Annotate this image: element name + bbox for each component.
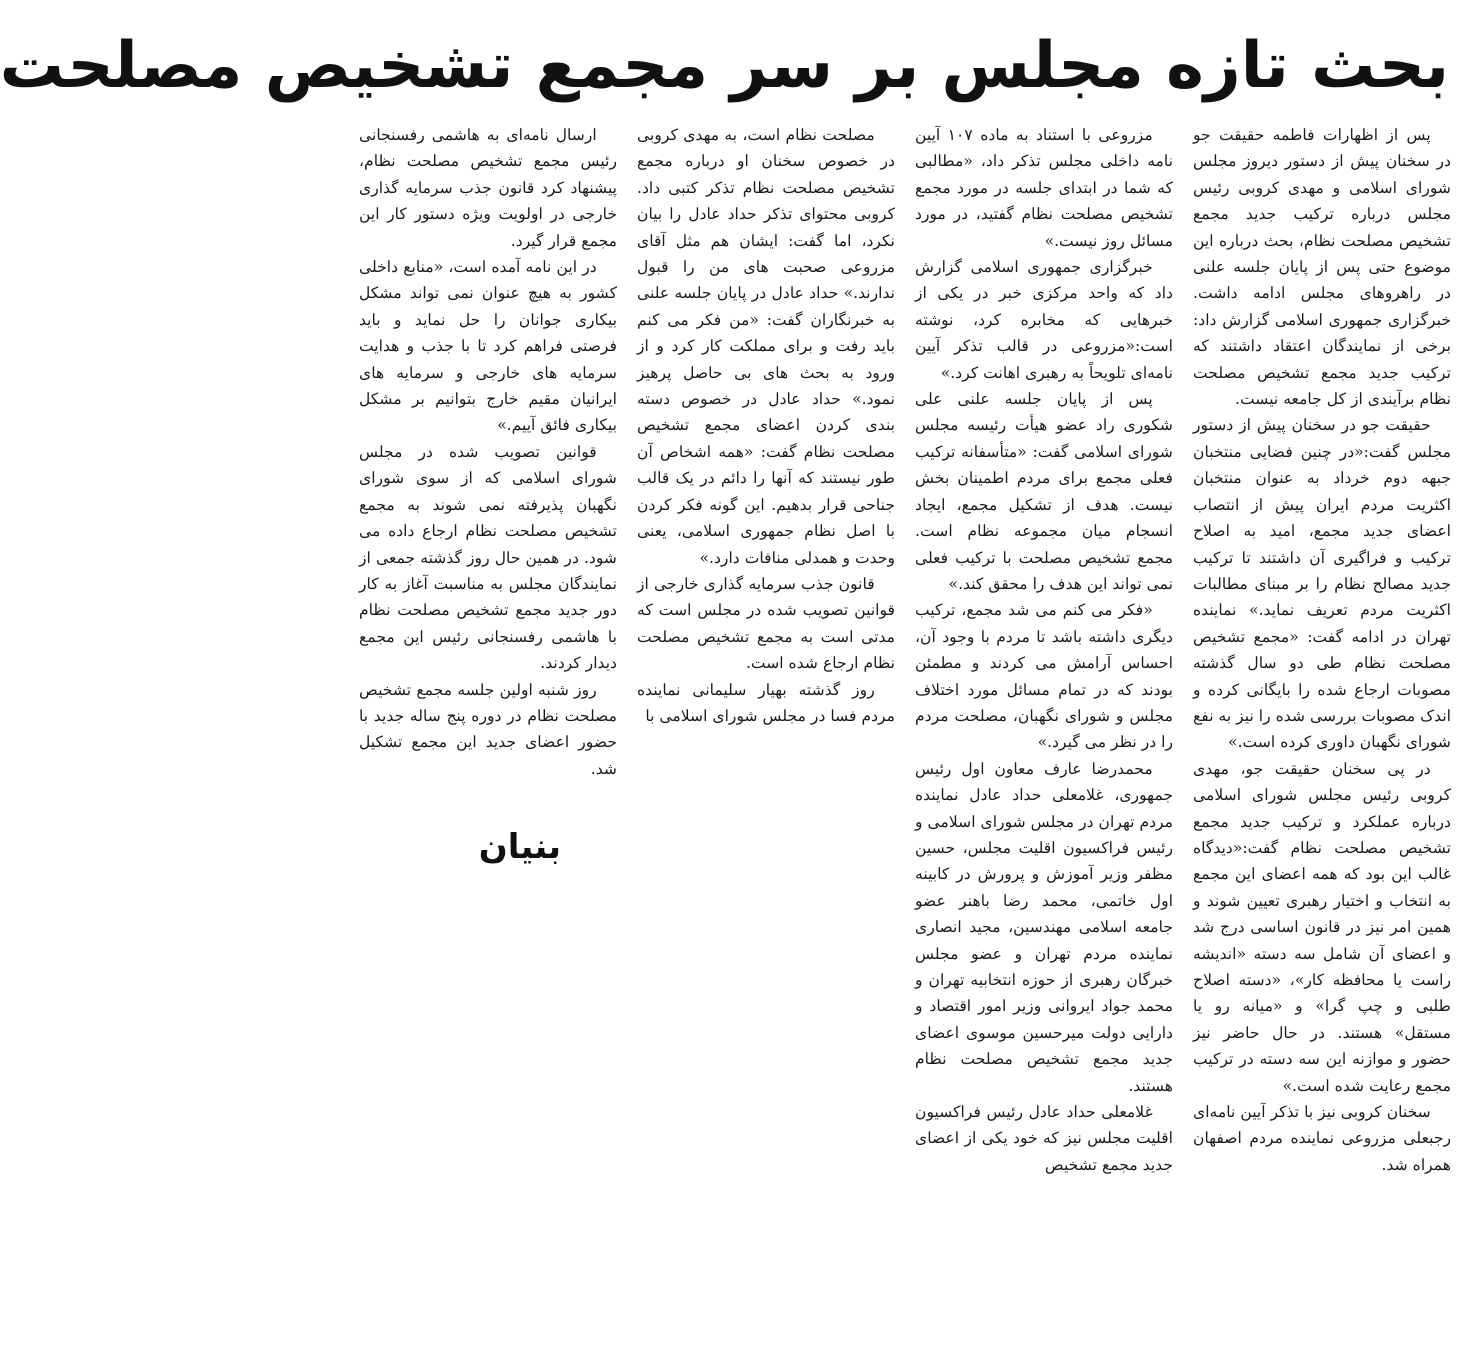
paragraph: در این نامه آمده است، «منابع داخلی کشور به هیچ عنوان نمی تواند مشکل بیکاری جوانان را حل نماید و باید فرصتی فراهم کرد تا با جذب و هدایت سرمایه های خارجی و سرمایه های ایرانیان مقیم خارج بتوانیم بر مشکل بیکاری فائق آییم.» bbox=[359, 258, 617, 435]
column-1 bbox=[1193, 122, 1451, 1362]
paragraph: خبرگزاری جمهوری اسلامی گزارش داد که واحد مرکزی خبر در یکی از خبرهایی که مخابره کرد، نوشته است:«مزروعی در قالب تذکر آیین نامه‌ای تلویحاً به رهبری اهانت کرد.» bbox=[915, 258, 1173, 382]
paragraph: «فکر می کنم می شد مجمع، ترکیب دیگری داشته باشد تا مردم با وجود آن، احساس آرامش می کردند و مطمئن بودند که در تمام مسائل مورد اختلاف مجلس و شورای نگهبان، مصلحت مردم را در نظر می گیرد.» bbox=[915, 601, 1173, 752]
paragraph: غلامعلی حداد عادل رئیس فراکسیون اقلیت مجلس نیز که خود یکی از اعضای جدید مجمع تشخیص bbox=[915, 1103, 1173, 1174]
column-3 bbox=[637, 122, 895, 1362]
column-4 bbox=[359, 122, 617, 1362]
paragraph: قانون جذب سرمایه گذاری خارجی از قوانین تصویب شده در مجلس است که مدتی است به مجمع تشخیص مصلحت نظام ارجاع شده است. bbox=[637, 574, 895, 673]
article-columns bbox=[359, 122, 1451, 1362]
paragraph: حقیقت جو در سخنان پیش از دستور مجلس گفت:«در چنین فضایی منتخبان جبهه دوم خرداد به عنوان منتخبان اکثریت مردم ایران پیش از انتصاب اعضای جدید مجمع، امید به اصلاح ترکیب و فراگیری آن داشتند تا ترکیب جدید مصالح نظام را بر مبنای مطالبات اکثریت مردم تعریف نماید.» نماینده تهران در ادامه گفت: «مجمع تشخیص مصلحت نظام طی دو سال گذشته مصوبات ارجاع شده را بایگانی کرده و اندک مصوبات بررسی شده را نیز به نفع شورای نگهبان داوری کرده است.» bbox=[1193, 416, 1451, 752]
author-signature: بنیان bbox=[478, 827, 561, 868]
paragraph: روز شنبه اولین جلسه مجمع تشخیص مصلحت نظام در دوره پنج ساله جدید با حضور اعضای جدید این مجمع تشکیل شد. bbox=[359, 680, 617, 778]
paragraph: قوانین تصویب شده در مجلس شورای اسلامی که از سوی شورای نگهبان پذیرفته نمی شوند به مجمع تشخیص مصلحت نظام ارجاع داده می شود. در همین حال روز گذشته جمعی از نمایندگان مجلس به مناسبت آغاز به کار دور جدید مجمع تشخیص مصلحت نظام با هاشمی رفسنجانی رئیس این مجمع دیدار کردند. bbox=[359, 442, 617, 673]
paragraph: مصلحت نظام است، به مهدی کروبی در خصوص سخنان او درباره مجمع تشخیص مصلحت نظام تذکر کتبی داد. کروبی محتوای تذکر حداد عادل را بیان نکرد، اما گفت: ایشان هم مثل آقای مزروعی صحبت های من را قبول ندارند.» حداد عادل در پایان جلسه علنی به خبرنگاران گفت: «من فکر می کنم باید رفت و برای مملکت کار کرد و از ورود به بحث های بی حاصل پرهیز نمود.» حداد عادل در خصوص دسته بندی کردن اعضای مجمع تشخیص مصلحت نظام گفت: «همه اشخاص آن طور نیستند که آنها را دائم در یک قالب جناحی قرار بدهیم. این گونه فکر کردن با اصل نظام جمهوری اسلامی، یعنی وحدت و همدلی منافات دارد.» bbox=[637, 126, 895, 567]
paragraph: در پی سخنان حقیقت جو، مهدی کروبی رئیس مجلس شورای اسلامی درباره عملکرد و ترکیب جدید مجمع تشخیص مصلحت نظام گفت:«دیدگاه غالب این بود که همه اعضای این مجمع به انتخاب و اختیار رهبری تعیین شوند و همین امر نیز در قانون اساسی درج شد و اعضای آن شامل سه دسته «اندیشه راست یا محافظه کار»، «دسته اصلاح طلبی و چپ گرا» و «میانه رو یا مستقل» هستند. در حال حاضر نیز حضور و موازنه این سه دسته در ترکیب مجمع رعایت شده است.» bbox=[1193, 759, 1451, 1095]
paragraph: محمدرضا عارف معاون اول رئیس جمهوری، غلامعلی حداد عادل نماینده مردم تهران در مجلس شورای اسلامی و رئیس فراکسیون اقلیت مجلس، حسین مظفر وزیر آموزش و پرورش در کابینه اول خاتمی، محمد رضا باهنر عضو جامعه اسلامی مهندسین، مجید انصاری نماینده مردم تهران و عضو مجلس خبرگان رهبری از حوزه انتخابیه تهران و محمد جواد ایروانی وزیر امور اقتصاد و دارایی دولت میرحسین موسوی اعضای جدید مجمع تشخیص مصلحت نظام هستند. bbox=[915, 759, 1173, 1095]
paragraph: مزروعی با استناد به ماده ۱۰۷ آیین نامه داخلی مجلس تذکر داد، «مطالبی که شما در ابتدای جلسه در مورد مجمع تشخیص مصلحت نظام گفتید، در مورد مسائل روز نیست.» bbox=[915, 126, 1173, 250]
headline: بحث تازه مجلس بر سر مجمع تشخیص مصلحت bbox=[0, 29, 1449, 103]
paragraph: ارسال نامه‌ای به هاشمی رفسنجانی رئیس مجمع تشخیص مصلحت نظام، پیشنهاد کرد قانون جذب سرمایه گذاری خارجی در اولویت ویژه دستور کار این مجمع قرار گیرد. bbox=[359, 126, 617, 250]
paragraph: پس از اظهارات فاطمه حقیقت جو در سخنان پیش از دستور دیروز مجلس شورای اسلامی و مهدی کروبی رئیس مجلس درباره ترکیب جدید مجمع تشخیص مصلحت نظام، بحث درباره این موضوع حتی پس از پایان جلسه علنی در راهروهای مجلس ادامه داشت. خبرگزاری جمهوری اسلامی گزارش داد: برخی از نمایندگان اعتقاد داشتند که ترکیب جدید مجمع تشخیص مصلحت نظام برآیندی از کل جامعه نیست. bbox=[1193, 126, 1451, 409]
paragraph: پس از پایان جلسه علنی علی شکوری راد عضو هیأت رئیسه مجلس شورای اسلامی گفت: «متأسفانه ترکیب فعلی مجمع برای مردم اطمینان بخش نیست. هدف از تشکیل مجمع، ایجاد انسجام میان مجموعه نظام است. مجمع تشخیص مصلحت با ترکیب فعلی نمی تواند این هدف را محقق کند.» bbox=[915, 390, 1173, 593]
paragraph: روز گذشته بهیار سلیمانی نماینده مردم فسا در مجلس شورای اسلامی با bbox=[637, 680, 895, 725]
column-2 bbox=[915, 122, 1173, 1362]
paragraph: سخنان کروبی نیز با تذکر آیین نامه‌ای رجبعلی مزروعی نماینده مردم اصفهان همراه شد. bbox=[1193, 1103, 1451, 1174]
